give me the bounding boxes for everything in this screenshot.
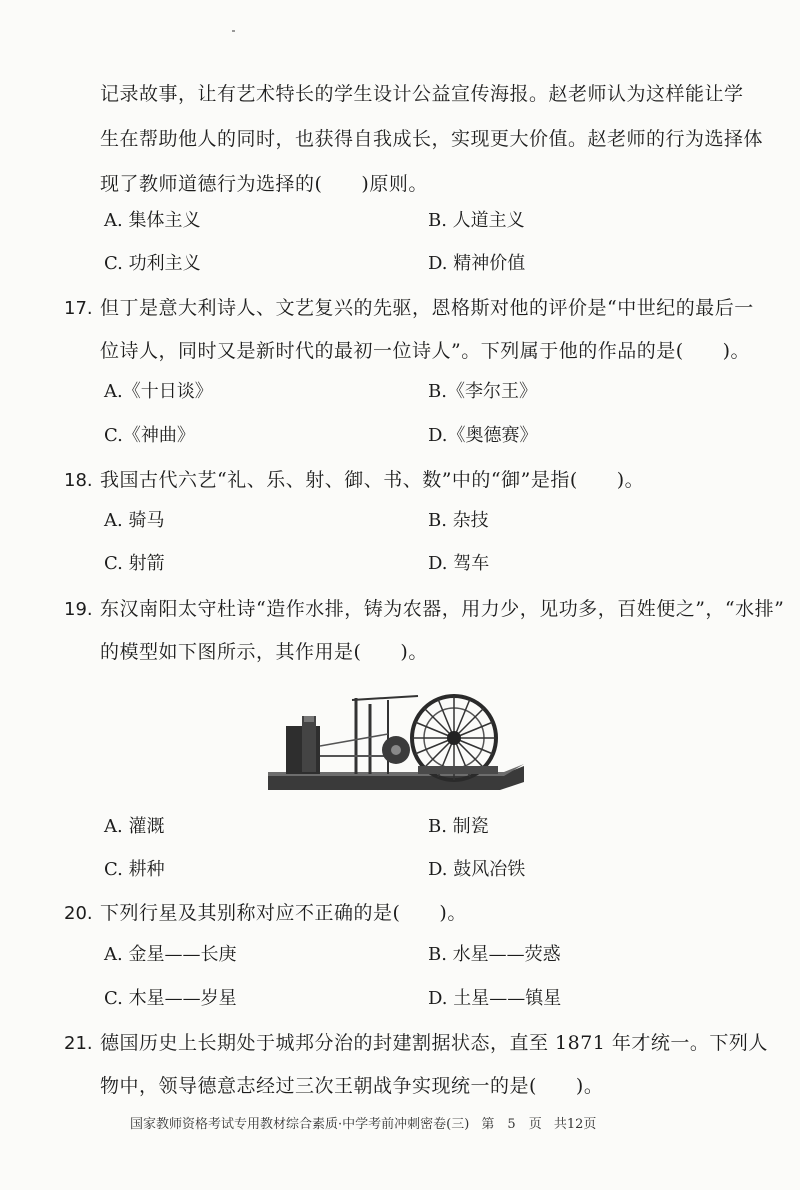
option-a: A. 灌溉 — [104, 816, 165, 837]
page-footer — [130, 1116, 670, 1134]
question-text: 但丁是意大利诗人、文艺复兴的先驱，恩格斯对他的评价是“中世纪的最后一 — [100, 297, 754, 319]
option-a: A. 金星——长庚 — [104, 944, 237, 965]
option-a: A.《十日谈》 — [104, 381, 213, 402]
question-text: 东汉南阳太守杜诗“造作水排，铸为农器，用力少，见功多，百姓便之”，“水排” — [100, 598, 785, 620]
question-text: 物中，领导德意志经过三次王朝战争实现统一的是( )。 — [100, 1075, 604, 1097]
option-d: D. 驾车 — [428, 553, 490, 574]
option-d: D. 鼓风冶铁 — [428, 859, 526, 880]
question-text: 我国古代六艺“礼、乐、射、御、书、数”中的“御”是指( )。 — [100, 469, 645, 491]
question-text: 下列行星及其别称对应不正确的是( )。 — [100, 902, 467, 924]
scan-mark — [232, 30, 235, 32]
option-c: C. 功利主义 — [104, 253, 201, 274]
option-c: C. 射箭 — [104, 553, 165, 574]
option-a: A. 骑马 — [104, 510, 165, 531]
question-number: 17. — [64, 298, 93, 319]
question-number: 18. — [64, 470, 93, 491]
question-text: 的模型如下图所示，其作用是( )。 — [100, 641, 428, 663]
water-bellows-model-image — [268, 686, 524, 790]
option-c: C.《神曲》 — [104, 425, 195, 446]
question-text: 位诗人，同时又是新时代的最初一位诗人”。下列属于他的作品的是( )。 — [100, 340, 751, 362]
option-b: B. 人道主义 — [428, 210, 525, 231]
option-b: B.《李尔王》 — [428, 381, 537, 402]
text-line: 现了教师道德行为选择的( )原则。 — [100, 173, 428, 195]
footer-series: 国家教师资格考试专用教材综合素质·中学考前冲刺密卷(三) — [130, 1117, 470, 1132]
option-b: B. 水星——荧惑 — [428, 944, 561, 965]
footer-total-pages: 共12页 — [553, 1117, 597, 1132]
question-number: 21. — [64, 1033, 93, 1054]
option-b: B. 制瓷 — [428, 816, 489, 837]
option-c: C. 木星——岁星 — [104, 988, 237, 1009]
option-a: A. 集体主义 — [104, 210, 201, 231]
option-d: D. 精神价值 — [428, 253, 526, 274]
option-b: B. 杂技 — [428, 510, 489, 531]
question-number: 19. — [64, 599, 93, 620]
text-line: 生在帮助他人的同时，也获得自我成长，实现更大价值。赵老师的行为选择体 — [100, 128, 764, 150]
question-number: 20. — [64, 903, 93, 924]
option-d: D.《奥德赛》 — [428, 425, 538, 446]
footer-page-number: 第 5 页 — [481, 1117, 542, 1132]
option-c: C. 耕种 — [104, 859, 165, 880]
question-text: 德国历史上长期处于城邦分治的封建割据状态，直至 1871 年才统一。下列人 — [100, 1032, 768, 1054]
option-d: D. 土星——镇星 — [428, 988, 562, 1009]
text-line: 记录故事，让有艺术特长的学生设计公益宣传海报。赵老师认为这样能让学 — [100, 83, 744, 105]
